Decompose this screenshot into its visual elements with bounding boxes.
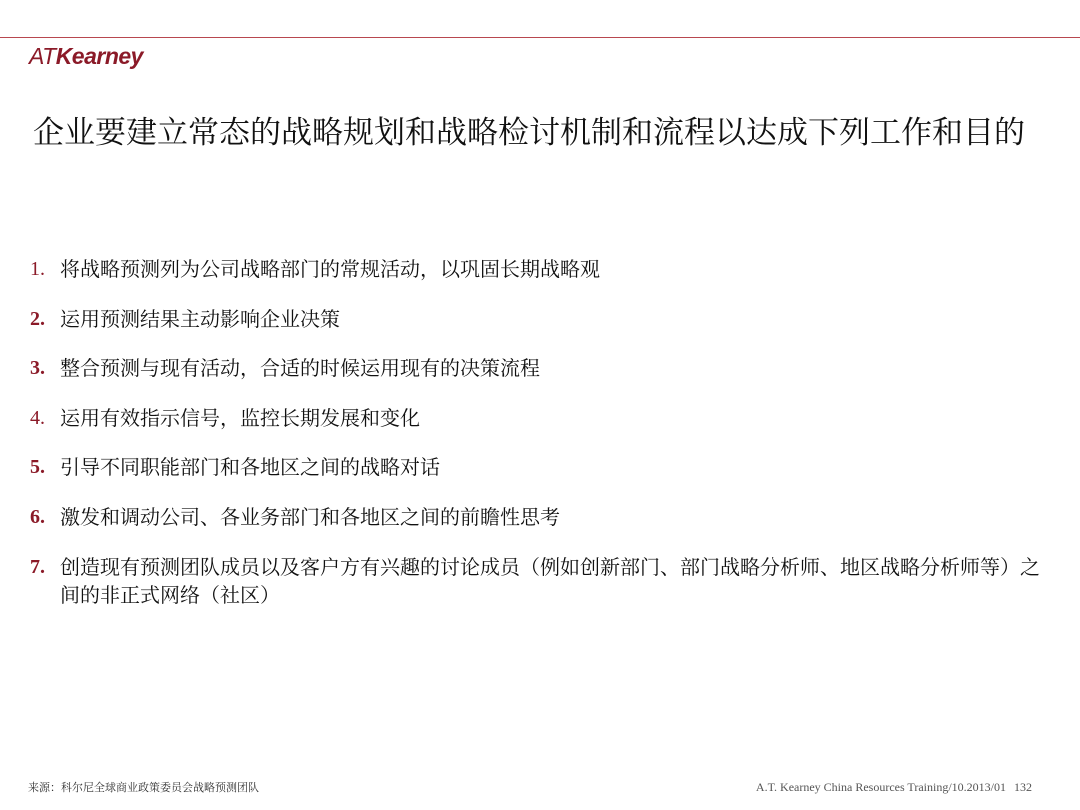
- list-item: [30, 305, 1055, 333]
- objectives-list: [30, 255, 1055, 630]
- item-text: 创造现有预测团队成员以及客户方有兴趣的讨论成员（例如创新部门、部门战略分析师、地区战略分析师等）之间的非正式网络（社区）: [60, 554, 1040, 607]
- logo-name: Kearney: [55, 43, 143, 69]
- brand-logo: [29, 42, 143, 70]
- footer-credit-text: A.T. Kearney China Resources Training/10.2013/01: [755, 780, 1006, 794]
- item-number: 1.: [30, 258, 45, 280]
- item-number: 3.: [30, 357, 45, 380]
- item-text: 引导不同职能部门和各地区之间的战略对话: [60, 455, 440, 480]
- footer-credit: [756, 780, 1032, 795]
- item-number: 4.: [30, 406, 45, 429]
- item-number: 6.: [30, 505, 45, 528]
- slide-title: 企业要建立常态的战略规划和战略检讨机制和流程以达成下列工作和目的: [33, 115, 1025, 151]
- item-number: 7.: [30, 555, 45, 578]
- list-item: [30, 255, 1055, 283]
- item-text: 整合预测与现有活动，合适的时候运用现有的决策流程: [60, 356, 540, 381]
- item-number: 2.: [30, 307, 45, 330]
- item-text: 激发和调动公司、各业务部门和各地区之间的前瞻性思考: [60, 504, 560, 529]
- header-divider: [0, 37, 1080, 38]
- item-text: 运用有效指示信号，监控长期发展和变化: [60, 405, 420, 430]
- page-number: 132: [1014, 780, 1032, 794]
- item-text: 运用预测结果主动影响企业决策: [60, 306, 340, 331]
- source-note: 来源：科尔尼全球商业政策委员会战略预测团队: [28, 781, 259, 794]
- list-item: [30, 354, 1055, 382]
- list-item: [30, 453, 1055, 481]
- item-text: 将战略预测列为公司战略部门的常规活动，以巩固长期战略观: [60, 257, 600, 281]
- logo-prefix: AT: [29, 43, 56, 69]
- list-item: [30, 404, 1055, 432]
- item-number: 5.: [30, 456, 45, 479]
- list-item: [30, 503, 1055, 531]
- list-item: [30, 553, 1055, 609]
